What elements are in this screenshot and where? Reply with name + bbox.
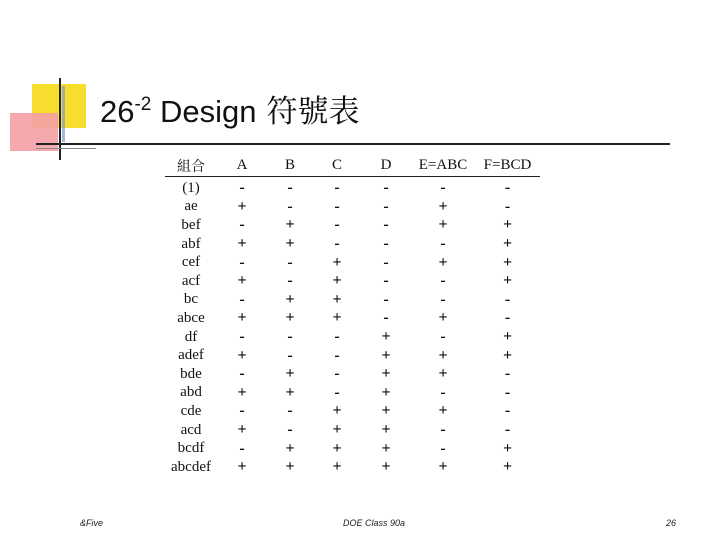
sign-cell: + (502, 235, 513, 253)
table-row (165, 216, 540, 235)
treatment-combination: bef (181, 216, 201, 233)
sign-cell: + (502, 439, 513, 457)
table-row (165, 402, 540, 421)
treatment-combination: ae (184, 198, 198, 215)
sign-cell: - (504, 365, 511, 383)
sign-cell: + (438, 309, 448, 327)
sign-cell: - (334, 328, 340, 346)
table-row (165, 458, 540, 477)
sign-cell: + (438, 216, 448, 234)
page-number: 26 (666, 518, 677, 528)
title-decoration-pink (10, 113, 58, 151)
treatment-combination: adef (178, 347, 204, 364)
sign-cell: - (287, 197, 293, 215)
sign-cell: + (502, 216, 513, 234)
sign-cell: - (440, 235, 446, 253)
table-row (165, 253, 540, 272)
treatment-combination: bcdf (177, 440, 205, 457)
sign-cell: + (237, 346, 247, 364)
sign-cell: + (332, 402, 342, 420)
column-header: A (236, 157, 248, 173)
treatment-combination: cef (181, 254, 201, 271)
sign-cell: - (383, 290, 389, 308)
table-row (165, 179, 540, 198)
sign-cell: + (285, 458, 295, 476)
sign-cell: + (381, 439, 391, 457)
sign-cell: + (438, 365, 448, 383)
sign-cell: - (504, 197, 511, 215)
sign-cell: + (332, 458, 342, 476)
sign-cell: - (334, 235, 340, 253)
treatment-combination: abce (177, 309, 205, 326)
title-chinese: 符號表 (266, 94, 360, 130)
sign-cell: - (287, 328, 293, 346)
sign-cell: - (287, 179, 293, 197)
treatment-combination: abd (180, 384, 202, 401)
table-row (165, 198, 540, 217)
sign-cell: - (504, 402, 511, 420)
table-row (165, 346, 540, 365)
sign-cell: - (504, 309, 511, 327)
sign-cell: + (381, 402, 391, 420)
sign-cell: - (440, 272, 446, 290)
sign-cell: + (438, 253, 448, 271)
sign-cell: - (287, 421, 293, 439)
sign-cell: - (334, 365, 340, 383)
sign-cell: - (383, 309, 389, 327)
sign-cell: + (285, 365, 295, 383)
sign-cell: + (438, 197, 448, 215)
sign-cell: + (502, 346, 513, 364)
title-superscript: -2 (134, 94, 152, 115)
treatment-combination: bc (183, 291, 199, 308)
sign-cell: - (287, 272, 293, 290)
sign-cell: + (381, 383, 391, 401)
sign-cell: + (332, 290, 342, 308)
sign-cell: - (239, 365, 245, 383)
table-row (165, 328, 540, 347)
sign-cell: - (504, 179, 511, 197)
sign-cell: + (332, 439, 342, 457)
sign-cell: + (381, 365, 391, 383)
sign-cell: + (438, 402, 448, 420)
sign-cell: - (334, 216, 340, 234)
column-header: F=BCD (483, 157, 532, 173)
title-design: Design (160, 94, 257, 129)
column-header: D (380, 157, 392, 173)
column-header: 組合 (177, 158, 205, 175)
table-row (165, 384, 540, 403)
treatment-combination: (1) (182, 179, 200, 196)
sign-cell: + (438, 346, 448, 364)
sign-cell: - (383, 272, 389, 290)
treatment-combination: cde (180, 402, 202, 419)
sign-cell: + (381, 346, 391, 364)
sign-cell: + (332, 253, 342, 271)
sign-cell: - (239, 290, 245, 308)
treatment-combination: bde (180, 365, 202, 382)
sign-cell: + (237, 272, 247, 290)
sign-cell: - (334, 346, 340, 364)
sign-cell: - (334, 383, 340, 401)
sign-cell: + (237, 383, 247, 401)
sign-cell: + (237, 235, 247, 253)
sign-cell: + (381, 458, 391, 476)
table-row (165, 439, 540, 458)
table-row (165, 421, 540, 440)
sign-cell: + (502, 272, 513, 290)
treatment-combination: abf (181, 235, 201, 252)
title-decoration-blue (62, 86, 65, 142)
sign-cell: + (502, 328, 513, 346)
sign-cell: - (440, 439, 446, 457)
sign-cell: - (239, 439, 245, 457)
sign-cell: - (239, 179, 245, 197)
sign-cell: - (440, 179, 446, 197)
sign-cell: + (237, 309, 247, 327)
sign-cell: - (239, 328, 245, 346)
sign-cell: + (381, 421, 391, 439)
sign-cell: - (504, 421, 511, 439)
title-main: 26 (100, 94, 135, 129)
sign-cell: + (285, 309, 295, 327)
sign-cell: + (332, 421, 342, 439)
sign-cell: + (237, 458, 247, 476)
table-row (165, 309, 540, 328)
sign-cell: - (383, 253, 389, 271)
sign-cell: + (438, 458, 448, 476)
title-underline-accent (36, 148, 96, 149)
sign-cell: - (239, 216, 245, 234)
table-row (165, 365, 540, 384)
sign-cell: - (287, 402, 293, 420)
slide-title (100, 92, 360, 137)
sign-cell: + (285, 235, 295, 253)
sign-cell: + (285, 439, 295, 457)
sign-cell: - (504, 290, 511, 308)
treatment-combination: df (184, 328, 198, 345)
sign-cell: + (502, 253, 513, 271)
sign-cell: + (237, 197, 247, 215)
treatment-combination: acf (181, 272, 201, 289)
sign-cell: - (383, 197, 389, 215)
column-header: E=ABC (418, 157, 468, 173)
table-row (165, 272, 540, 291)
table-row (165, 235, 540, 254)
sign-cell: + (502, 458, 513, 476)
column-header: B (284, 157, 295, 173)
sign-cell: - (383, 216, 389, 234)
treatment-combination: abcdef (171, 458, 211, 475)
sign-cell: + (332, 272, 342, 290)
sign-cell: - (440, 421, 446, 439)
footer-course: DOE Class 90a (343, 518, 406, 528)
sign-cell: - (440, 290, 446, 308)
footer-left: &Five (80, 518, 104, 528)
sign-cell: - (383, 235, 389, 253)
sign-cell: + (332, 309, 342, 327)
sign-cell: - (440, 328, 446, 346)
sign-cell: + (285, 383, 295, 401)
sign-cell: + (285, 290, 295, 308)
sign-cell: - (239, 253, 245, 271)
sign-cell: - (287, 253, 293, 271)
table-row (165, 291, 540, 310)
sign-cell: + (381, 328, 391, 346)
sign-cell: - (239, 402, 245, 420)
table-header (165, 155, 540, 177)
title-underline (36, 143, 670, 145)
sign-cell: - (287, 346, 293, 364)
table-body (165, 179, 540, 477)
sign-cell: + (237, 421, 247, 439)
sign-cell: - (334, 179, 340, 197)
sign-cell: - (504, 383, 511, 401)
sign-cell: - (334, 197, 340, 215)
column-header: C (331, 157, 342, 173)
treatment-combination: acd (180, 421, 202, 438)
sign-cell: - (383, 179, 389, 197)
sign-cell: - (440, 383, 446, 401)
sign-table (165, 155, 540, 477)
sign-cell: + (285, 216, 295, 234)
